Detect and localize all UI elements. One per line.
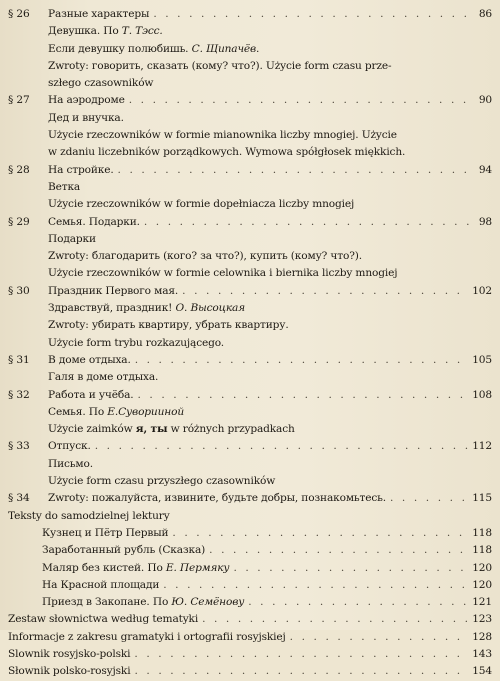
entry-title <box>8 646 130 663</box>
page-number: 128 <box>472 630 492 643</box>
section-number: § 30 <box>8 284 30 297</box>
toc-sub-entry <box>8 456 492 473</box>
page-number: 105 <box>472 353 492 366</box>
entry-title <box>42 542 205 559</box>
entry-title <box>8 629 286 646</box>
entry-title-part: Zestaw słownictwa według tematyki <box>8 613 199 626</box>
dot-leader <box>248 594 468 611</box>
entry-title-part: Informacje z zakresu gramatyki i ortografii rosyjskiej <box>8 630 286 643</box>
entry-title <box>48 352 131 369</box>
entry-title-part: Użycie rzeczowników w formie mianownika liczby mnogiej. Użycie <box>48 129 397 142</box>
entry-title <box>48 456 93 473</box>
entry-title-part: я, ты <box>135 423 168 436</box>
entry-title <box>48 110 124 127</box>
entry-title <box>48 473 275 490</box>
toc-sub-entry <box>8 265 492 282</box>
section-number: § 31 <box>8 353 30 366</box>
section-number: § 26 <box>8 8 30 20</box>
entry-title-part: Здравствуй, праздник! <box>48 302 176 315</box>
toc-section-entry <box>8 490 492 507</box>
entry-title <box>48 144 405 161</box>
entry-title-part: Slownik rosyjsko-polski <box>8 647 131 660</box>
toc-sub-entry <box>8 300 492 317</box>
entry-title-part: На аэродроме <box>48 94 125 107</box>
entry-title-part: Семья. По <box>48 405 108 418</box>
toc-section-entry <box>8 387 492 404</box>
toc-sub-entry <box>8 421 492 438</box>
entry-title <box>48 41 259 58</box>
entry-title <box>48 404 184 421</box>
entry-title-part: Галя в доме отдыха. <box>48 371 159 384</box>
entry-title-part: Приезд в Закопане. По <box>42 596 172 609</box>
entry-title-part: В доме отдыха. <box>48 353 131 366</box>
dot-leader <box>182 283 468 300</box>
page-number: 94 <box>478 163 492 176</box>
entry-title-part: Письмо. <box>48 457 93 470</box>
table-of-contents <box>8 6 492 681</box>
entry-title-part: Użycie rzeczowników w formie celownika i biernika liczby mnogiej <box>48 267 398 280</box>
dot-leader <box>209 542 468 559</box>
entry-title <box>48 162 114 179</box>
entry-title-part: С. Щипачёв. <box>191 42 260 55</box>
page-number: 120 <box>472 578 492 591</box>
entry-title <box>8 611 198 628</box>
toc-top-entry <box>8 629 492 646</box>
page-number: 143 <box>472 647 492 660</box>
entry-title-part: Заработанный рубль (Сказка) <box>42 544 206 557</box>
entry-title-part: Разные характеры <box>48 8 150 20</box>
toc-top-entry <box>8 646 492 663</box>
toc-sub-entry <box>8 231 492 248</box>
entry-title <box>48 421 295 438</box>
entry-title <box>48 265 397 282</box>
entry-title <box>48 92 125 109</box>
entry-title-part: szłego czasowników <box>48 77 154 90</box>
entry-title <box>48 387 134 404</box>
entry-title-part: w różnych przypadkach <box>167 423 295 436</box>
entry-title <box>48 490 386 507</box>
entry-title-part: Teksty do samodzielnej lektury <box>8 509 170 522</box>
page-number: 86 <box>478 8 492 20</box>
toc-sub-entry <box>8 196 492 213</box>
dot-leader <box>138 387 469 404</box>
entry-title <box>48 196 354 213</box>
entry-title <box>48 231 96 248</box>
dot-leader <box>390 490 468 507</box>
entry-title-part: Отпуск. <box>48 440 91 453</box>
entry-title <box>48 179 80 196</box>
entry-title-part: Użycie form czasu przyszłego czasowników <box>48 475 276 488</box>
entry-title-part: Zwroty: пожалуйста, извините, будьте добры, познакомьтесь. <box>48 492 386 505</box>
toc-sub-entry <box>8 473 492 490</box>
entry-title <box>48 6 149 23</box>
dot-leader <box>135 352 469 369</box>
entry-title-part: Użycie rzeczowników w formie dopełniacza liczby mnogiej <box>48 198 355 211</box>
entry-title-part: Если девушку полюбишь. <box>48 42 192 55</box>
toc-sub-entry <box>8 594 492 611</box>
entry-title-part: Zwroty: благодарить (кого? за что?), купить (кому? что?). <box>48 250 362 263</box>
toc-section-entry <box>8 438 492 455</box>
page-number: 98 <box>478 215 492 228</box>
entry-title-part: Подарки <box>48 232 96 245</box>
entry-title-part: w zdaniu liczebników porządkowych. Wymowa spółgłosek miękkich. <box>48 146 406 159</box>
entry-title <box>48 438 91 455</box>
entry-title <box>42 577 159 594</box>
entry-title-part: На Красной площади <box>42 578 160 591</box>
entry-title <box>42 525 168 542</box>
entry-title <box>8 663 130 680</box>
page-number: 112 <box>472 440 492 453</box>
entry-title <box>48 300 245 317</box>
entry-title-part: Ветка <box>48 180 81 193</box>
toc-sub-entry <box>8 179 492 196</box>
dot-leader <box>172 525 468 542</box>
toc-section-entry <box>8 352 492 369</box>
dot-leader <box>153 6 470 23</box>
entry-title <box>48 23 163 40</box>
entry-title-part: Е. Пермяку <box>165 561 230 574</box>
entry-title-part: Т. Тэсс. <box>121 25 163 38</box>
dot-leader <box>202 611 468 628</box>
dot-leader <box>144 214 470 231</box>
toc-sub-entry <box>8 317 492 334</box>
entry-title <box>42 594 244 611</box>
dot-leader <box>163 577 468 594</box>
dot-leader <box>118 162 470 179</box>
toc-sub-entry <box>8 404 492 421</box>
entry-title-part: Праздник Первого мая. <box>48 284 179 297</box>
toc-sub-entry <box>8 41 492 58</box>
dot-leader <box>134 646 468 663</box>
entry-title-part: Użycie zaimków <box>48 423 136 436</box>
toc-section-entry <box>8 214 492 231</box>
entry-title <box>48 127 397 144</box>
section-number: § 28 <box>8 163 30 176</box>
toc-section-entry <box>8 283 492 300</box>
page-number: 118 <box>472 526 492 539</box>
dot-leader <box>95 438 469 455</box>
toc-sub-entry <box>8 110 492 127</box>
dot-leader <box>129 92 470 109</box>
entry-title <box>48 58 391 75</box>
page-number: 154 <box>472 665 492 678</box>
page-number: 118 <box>472 544 492 557</box>
entry-title <box>48 75 153 92</box>
entry-title <box>48 214 140 231</box>
page-number: 121 <box>472 596 492 609</box>
toc-top-entry <box>8 611 492 628</box>
entry-title <box>48 369 158 386</box>
entry-title <box>8 508 170 525</box>
toc-sub-entry <box>8 577 492 594</box>
section-number: § 32 <box>8 388 30 401</box>
entry-title-part: Użycie form trybu rozkazującego. <box>48 336 225 349</box>
page-number: 123 <box>472 613 492 626</box>
entry-title-part: Девушка. По <box>48 25 122 38</box>
entry-title <box>42 560 229 577</box>
section-number: § 29 <box>8 215 30 228</box>
entry-title <box>48 283 178 300</box>
toc-section-entry <box>8 92 492 109</box>
entry-title-part: Е.Суворииной <box>107 405 184 418</box>
entry-title <box>48 317 289 334</box>
toc-sub-entry <box>8 75 492 92</box>
entry-title-part: Семья. Подарки. <box>48 215 140 228</box>
entry-title-part: Дед и внучка. <box>48 111 124 124</box>
toc-sub-entry <box>8 335 492 352</box>
toc-sub-entry <box>8 58 492 75</box>
entry-title-part: На стройке. <box>48 163 114 176</box>
toc-sub-entry <box>8 23 492 40</box>
toc-section-entry <box>8 6 492 23</box>
entry-title-part: Маляр без кистей. По <box>42 561 166 574</box>
section-number: § 34 <box>8 492 30 505</box>
entry-title <box>48 335 224 352</box>
toc-sub-entry <box>8 542 492 559</box>
entry-title-part: Кузнец и Пётр Первый <box>42 526 169 539</box>
dot-leader <box>233 560 468 577</box>
toc-section-entry <box>8 162 492 179</box>
toc-sub-entry <box>8 248 492 265</box>
section-number: § 33 <box>8 440 30 453</box>
page-number: 108 <box>472 388 492 401</box>
page-number: 102 <box>472 284 492 297</box>
entry-title-part: Ю. Семёнову <box>171 596 245 609</box>
entry-title-part: Zwroty: убирать квартиру, убрать квартиру. <box>48 319 289 332</box>
section-number: § 27 <box>8 94 30 107</box>
entry-title <box>48 248 362 265</box>
toc-sub-entry <box>8 127 492 144</box>
entry-title-part: Работа и учёба. <box>48 388 134 401</box>
toc-sub-entry <box>8 144 492 161</box>
dot-leader <box>290 629 469 646</box>
toc-top-entry <box>8 663 492 680</box>
entry-title-part: О. Высоцкая <box>175 302 246 315</box>
toc-sub-entry <box>8 369 492 386</box>
toc-sub-entry <box>8 525 492 542</box>
toc-top-entry <box>8 508 492 525</box>
entry-title-part: Zwroty: говорить, сказать (кому? что?). Użycie form czasu prze- <box>48 59 392 72</box>
dot-leader <box>134 663 468 680</box>
entry-title-part: Słownik polsko-rosyjski <box>8 665 131 678</box>
page-number: 90 <box>478 94 492 107</box>
page-number: 115 <box>472 492 492 505</box>
toc-sub-entry <box>8 560 492 577</box>
page-number: 120 <box>472 561 492 574</box>
